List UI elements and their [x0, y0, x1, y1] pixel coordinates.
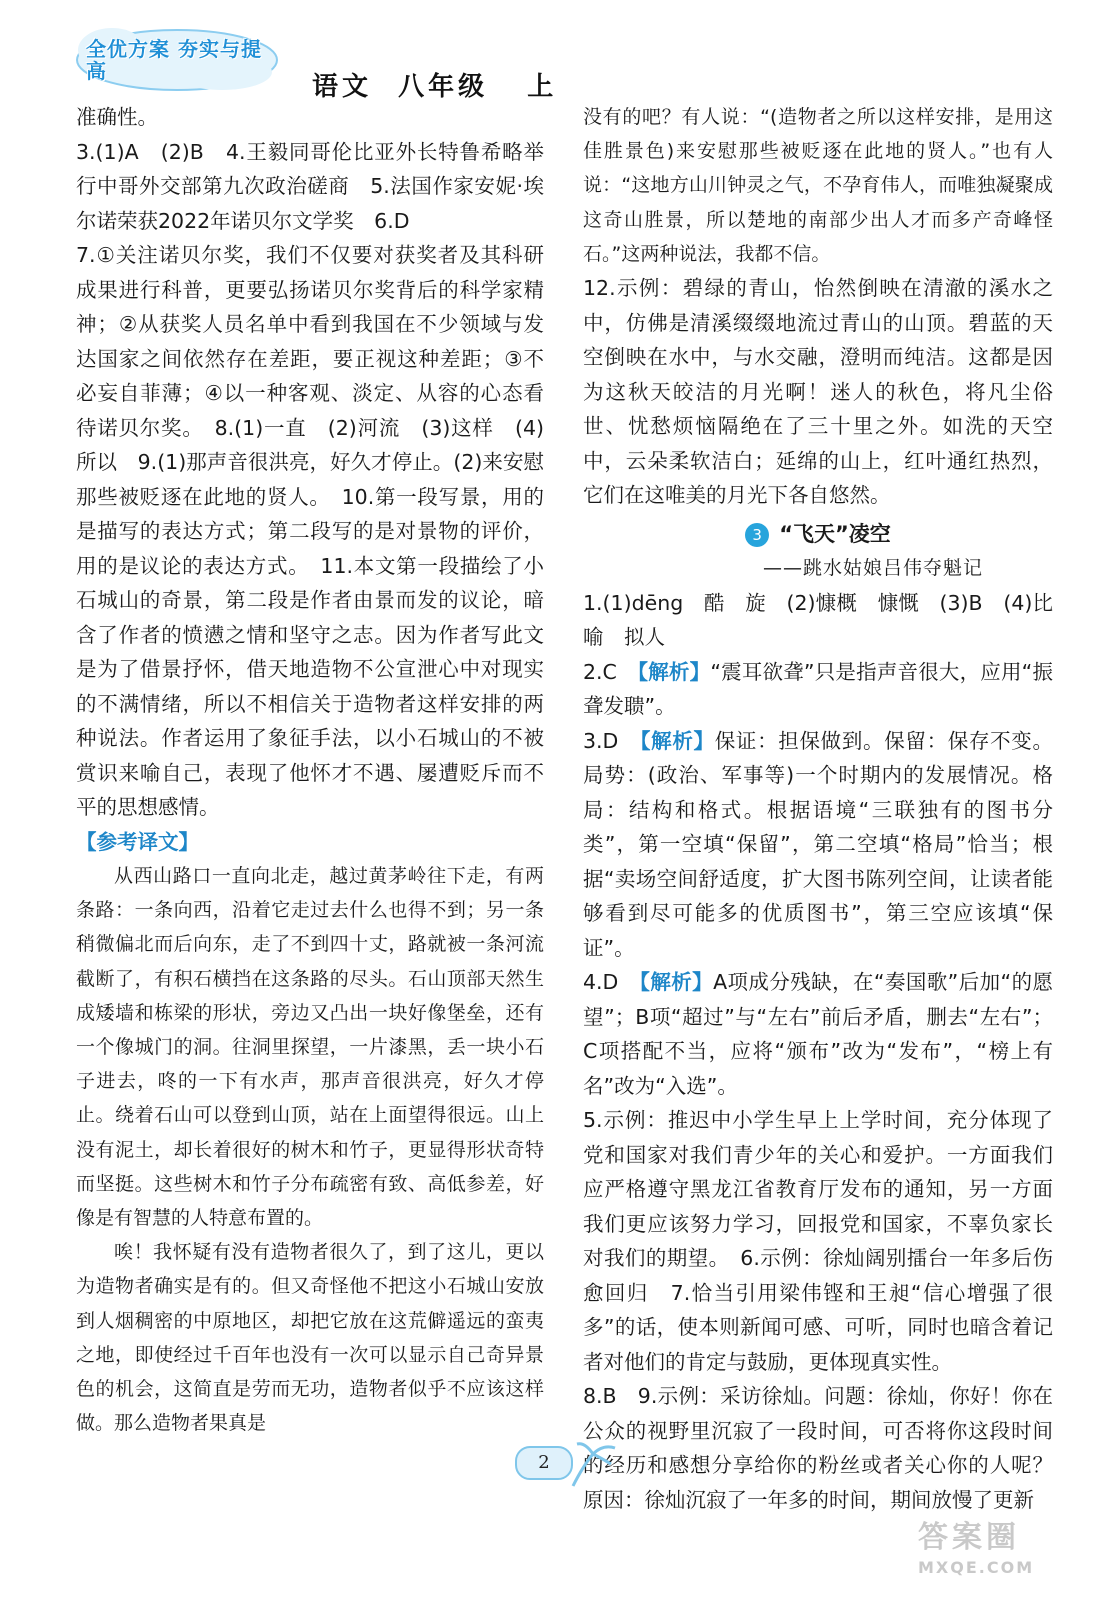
logo-text: 全优方案 夯实与提高: [86, 37, 262, 83]
palm-tree-icon: [563, 1436, 623, 1496]
translation-paragraph: 没有的吧？有人说：“(造物者之所以这样安排，是用这佳胜景色)来安慰那些被贬逐在此地的贤人。”也有人说：“这地方山川钟灵之气，不孕育伟人，而唯独凝聚成这奇山胜景，所以楚地的南部少出人才而多产奇峰怪石。”这两种说法，我都不信。: [583, 106, 1053, 265]
watermark-title: 答案圈: [918, 1520, 1020, 1555]
answer-text: 准确性。: [76, 105, 158, 129]
page-footer: [515, 1432, 635, 1522]
answer-analysis: 保证：担保做到。保留：保存不变。局势：(政治、军事等)一个时期内的发展情况。格局：结构和格式。根据语境“三联独有的图书分类”，第一空填“保留”，第二空填“格局”恰当；根据“卖场空间舒适度，扩大图书陈列空间，让读者能够看到尽可能多的优质图书”，第三空应该填“保证”。: [583, 728, 1053, 960]
reference-tag: 【参考译文】: [76, 829, 199, 854]
answer-label: 4.D: [583, 970, 640, 995]
answer-label: 3.D: [583, 728, 641, 753]
watermark-url: MXQE.COM: [918, 1558, 1035, 1577]
answer-label: 2.C: [583, 659, 638, 684]
answer-text: 3.(1)A (2)B 4.王毅同哥伦比亚外长特鲁希略举行中哥外交部第九次政治磋商 5.法国作家安妮·埃尔诺荣获2022年诺贝尔文学奖 6.D: [76, 139, 544, 233]
answer-text: [583, 655, 1053, 724]
answer-text: [583, 724, 1053, 966]
section-number-badge: 3: [745, 523, 769, 547]
answer-text: [583, 965, 1053, 1103]
section-title: “飞天”凌空: [779, 521, 891, 546]
answer-analysis: “震耳欲聋”只是指声音很大，应用“振聋发聩”。: [583, 659, 1053, 719]
page-header: [72, 20, 632, 100]
analysis-tag: 【解析】: [640, 728, 715, 753]
subject-title: 语文 八年级 上: [312, 72, 558, 102]
answer-text: 5.示例：推迟中小学生早上上学时间，充分体现了党和国家对我们青少年的关心和爱护。一方面我们应严格遵守黑龙江省教育厅发布的通知，另一方面我们更应该努力学习，回报党和国家，不辜负家长对我们的期望。 6.示例：徐灿阔别擂台一年多后伤愈回归 7.恰当引用梁伟铿和王昶“信心增强了很多”的话，使本则新闻可感、可听，同时也暗含着记者对他们的肯定与鼓励，更体现真实性。: [583, 1108, 1053, 1374]
answer-text: 1.(1)dēng 酷 旋 (2)慷概 慷慨 (3)B (4)比喻 拟人: [583, 590, 1053, 650]
reference-translation-label: [76, 825, 544, 860]
section-subtitle: ——跳水姑娘吕伟夺魁记: [762, 557, 983, 580]
section-heading: [583, 517, 1053, 552]
answer-text: 12.示例：碧绿的青山，怡然倒映在清澈的溪水之中，仿佛是清溪缀缀地流过青山的山顶。碧蓝的天空倒映在水中，与水交融，澄明而纯洁。这都是因为这秋天皎洁的月光啊！迷人的秋色，将凡尘俗世、忧愁烦恼隔绝在了三十里之外。如洗的天空中，云朵柔软洁白；延绵的山上，红叶通红热烈，它们在这唯美的月光下各自悠然。: [583, 276, 1053, 508]
answer-text: 8.B 9.示例：采访徐灿。问题：徐灿，你好！你在公众的视野里沉寂了一段时间，可否将你这段时间的经历和感想分享给你的粉丝或者关心你的人呢？原因：徐灿沉寂了一年多的时间，期间放慢了更新: [583, 1384, 1053, 1512]
translation-paragraph: 唉！我怀疑有没有造物者很久了，到了这儿，更以为造物者确实是有的。但又奇怪他不把这小石城山安放到人烟稠密的中原地区，却把它放在这荒僻遥远的蛮夷之地，即使经过千百年也没有一次可以显示自己奇异景色的机会，这简直是劳而无功，造物者似乎不应该这样做。那么造物者果真是: [76, 1241, 544, 1435]
watermark: [918, 1512, 1098, 1592]
analysis-tag: 【解析】: [637, 659, 711, 684]
answer-text: 7.①关注诺贝尔奖，我们不仅要对获奖者及其科研成果进行科普，更要弘扬诺贝尔奖背后的科学家精神；②从获奖人员名单中看到我国在不少领域与发达国家之间依然存在差距，要正视这种差距；③不必妄自菲薄；④以一种客观、淡定、从容的心态看待诺贝尔奖。 8.(1)一直 (2)河流 (3)这样 (4)所以 9.(1)那声音很洪亮，好久才停止。(2)来安慰那些被贬逐在此地的贤人。 10.第一段写景，用的是描写的表达方式；第二段写的是对景物的评价，用的是议论的表达方式。 11.本文第一段描绘了小石城山的奇景，第二段是作者由景而发的议论，暗含了作者的愤懑之情和坚守之志。因为作者写此文是为了借景抒怀，借天地造物不公宣泄心中对现实的不满情绪，所以不相信关于造物者这样安排的两种说法。作者运用了象征手法，以小石城山的不被赏识来喻自己，表现了他怀才不遇、屡遭贬斥而不平的思想感情。: [76, 243, 544, 819]
translation-paragraph: 从西山路口一直向北走，越过黄茅岭往下走，有两条路：一条向西，沿着它走过去什么也得不到；另一条稍微偏北而后向东，走了不到四十丈，路就被一条河流截断了，有积石横挡在这条路的尽头。石山顶部天然生成矮墙和栋梁的形状，旁边又凸出一块好像堡垒，还有一个像城门的洞。往洞里探望，一片漆黑，丢一块小石子进去，咚的一下有水声，那声音很洪亮，好久才停止。绕着石山可以登到山顶，站在上面望得很远。山上没有泥土，却长着很好的树木和竹子，更显得形状奇特而坚挺。这些树木和竹子分布疏密有致、高低参差，好像是有智慧的人特意布置的。: [76, 865, 544, 1230]
book-logo: [72, 20, 282, 94]
right-column: [583, 100, 1053, 1517]
analysis-tag: 【解析】: [639, 970, 714, 995]
page-number: 2: [515, 1446, 573, 1480]
answer-analysis: A项成分残缺，在“奏国歌”后加“的愿望”；B项“超过”与“左右”前后矛盾，删去“左右”；C项搭配不当，应将“颁布”改为“发布”，“榜上有名”改为“入选”。: [583, 970, 1053, 1098]
left-column: [76, 100, 544, 1440]
